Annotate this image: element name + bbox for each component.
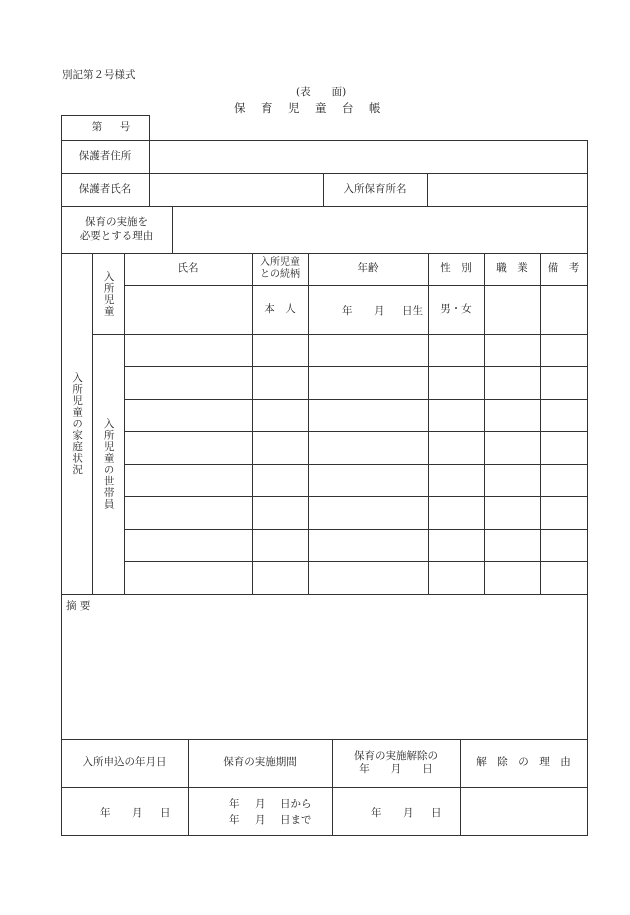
guardian-address-label: 保護者住所 xyxy=(78,149,132,162)
nursery-name-label: 入所保育所名 xyxy=(343,182,407,195)
summary-field[interactable] xyxy=(62,612,587,738)
period-to-day: 日まで xyxy=(280,814,312,826)
termination-reason-field[interactable] xyxy=(461,788,587,835)
guardian-name-field[interactable] xyxy=(150,174,323,206)
child-name-field[interactable] xyxy=(125,286,252,334)
termination-date-header xyxy=(332,739,460,787)
termination-date-header-line1: 保育の実施解除の xyxy=(354,749,438,762)
number-label-dai: 第 xyxy=(91,120,103,133)
period-from-year: 年 xyxy=(229,798,240,810)
termination-year: 年 xyxy=(371,807,382,819)
birth-day-label: 日生 xyxy=(402,305,423,317)
household-row[interactable] xyxy=(125,465,587,496)
termination-month: 月 xyxy=(403,807,414,819)
child-remarks-field[interactable] xyxy=(541,286,587,334)
application-month: 月 xyxy=(132,807,143,819)
period-from-day: 日から xyxy=(280,798,312,810)
nursery-name-field[interactable] xyxy=(428,174,587,206)
termination-reason-header: 解 除 の 理 由 xyxy=(476,756,571,769)
number-label-go: 号 xyxy=(119,120,131,133)
reason-label-line2: 必要とする理由 xyxy=(79,229,154,242)
child-label: 入所児童 xyxy=(102,270,115,317)
household-row[interactable] xyxy=(125,530,587,561)
period-header: 保育の実施期間 xyxy=(223,756,297,769)
period-to-year: 年 xyxy=(229,814,240,826)
birth-year-label: 年 xyxy=(342,305,353,317)
termination-day: 日 xyxy=(431,807,442,819)
col-header-relation-line1: 入所児童 xyxy=(260,256,300,268)
summary-label: 摘 要 xyxy=(66,600,91,612)
application-date-field[interactable] xyxy=(62,788,188,835)
form-code: 別記第２号様式 xyxy=(62,69,136,81)
application-date-header: 入所申込の年月日 xyxy=(82,756,167,769)
household-row[interactable] xyxy=(125,335,587,366)
application-year: 年 xyxy=(100,807,111,819)
col-header-age: 年齢 xyxy=(357,262,379,275)
birth-month-label: 月 xyxy=(374,305,385,317)
period-field[interactable] xyxy=(189,788,332,835)
reason-field[interactable] xyxy=(173,207,587,253)
child-birthdate xyxy=(308,285,428,334)
household-row[interactable] xyxy=(125,367,587,399)
guardian-address-field[interactable] xyxy=(150,141,587,173)
household-row[interactable] xyxy=(125,562,587,594)
family-status-label: 入所児童の家庭状況 xyxy=(71,371,84,476)
application-day: 日 xyxy=(160,807,171,819)
period-to-month: 月 xyxy=(255,814,266,826)
col-header-relation-line2: との続柄 xyxy=(260,269,300,280)
side-label: (表 面) xyxy=(296,86,347,98)
household-row[interactable] xyxy=(125,432,587,464)
household-row[interactable] xyxy=(125,497,587,529)
col-header-name: 氏名 xyxy=(177,262,199,275)
child-gender: 男・女 xyxy=(440,302,472,315)
child-relation: 本 人 xyxy=(264,302,296,315)
col-header-occupation: 職 業 xyxy=(496,262,528,275)
child-occupation-field[interactable] xyxy=(485,286,540,334)
household-row[interactable] xyxy=(125,400,587,431)
reason-label-line1: 保育の実施を xyxy=(85,216,148,229)
guardian-name-label: 保護者氏名 xyxy=(78,182,132,195)
household-label: 入所児童の世帯員 xyxy=(102,418,115,510)
termination-date-field[interactable] xyxy=(333,788,460,835)
col-header-gender: 性 別 xyxy=(440,262,472,275)
col-header-remarks: 備 考 xyxy=(547,262,580,275)
reason-label xyxy=(61,206,172,253)
col-header-relation xyxy=(252,253,308,285)
page-title: 保 育 児 童 台 帳 xyxy=(234,101,383,115)
period-from-month: 月 xyxy=(255,798,266,810)
termination-date-header-line2: 年 月 日 xyxy=(359,763,433,775)
